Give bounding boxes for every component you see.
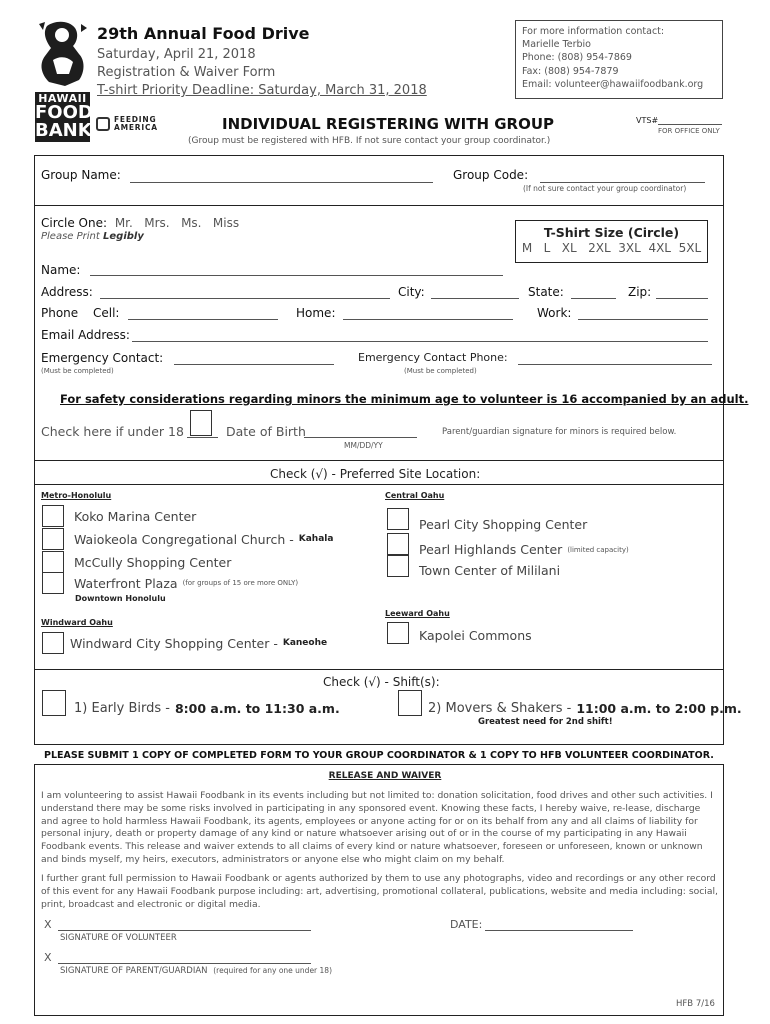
- site-checkbox[interactable]: [387, 622, 409, 644]
- site-name: McCully Shopping Center: [74, 554, 232, 570]
- dob-label: Date of Birth: [226, 424, 306, 439]
- partner-line1: FEEDING: [114, 115, 157, 124]
- feeding-america-logo: [96, 116, 158, 132]
- group-code-note: (If not sure contact your group coordinator): [523, 184, 687, 193]
- sites-heading: Check (√) - Preferred Site Location:: [270, 467, 481, 481]
- windward-label: Windward Oahu: [41, 618, 113, 627]
- state-field[interactable]: [571, 284, 616, 299]
- leeward-label: Leeward Oahu: [385, 609, 450, 618]
- site-name: Kapolei Commons: [419, 627, 532, 643]
- site-checkbox[interactable]: [42, 572, 64, 594]
- parent-signature-field[interactable]: [58, 951, 311, 964]
- form-heading: INDIVIDUAL REGISTERING WITH GROUP: [222, 115, 555, 133]
- shift1-time: 8:00 a.m. to 11:30 a.m.: [174, 700, 340, 716]
- emergency-contact-note: (Must be completed): [41, 367, 114, 375]
- date-label: DATE:: [450, 918, 483, 931]
- volunteer-x: X: [44, 918, 52, 931]
- group-name-field[interactable]: [130, 168, 433, 183]
- under18-checkbox[interactable]: [190, 410, 212, 436]
- emergency-phone-note: (Must be completed): [404, 367, 477, 375]
- partner-line2: AMERICA: [114, 122, 158, 132]
- shift2-note: Greatest need for 2nd shift!: [478, 717, 613, 727]
- home-label: Home:: [296, 306, 336, 320]
- metro-label: Metro-Honolulu: [41, 491, 112, 500]
- site-pearl-city[interactable]: [387, 505, 587, 532]
- print-note-em: Legibly: [103, 231, 144, 242]
- site-waterfront[interactable]: [42, 572, 298, 594]
- waiver-paragraph-2: I further grant full permission to Hawaii Foodbank or agents authorized by them to use any photographs, video and recordings or any other record of this event for any Hawaii Foodbank purpose including: art, advertising, promotional collateral, publications, website and media including: social, print, broadcast and electronic or digital media.: [41, 873, 718, 910]
- under18-underline: [187, 437, 218, 438]
- logo-food: FOOD: [35, 102, 93, 123]
- shift-checkbox[interactable]: [398, 690, 422, 716]
- shifts-heading: Check (√) - Shift(s):: [323, 675, 440, 689]
- contact-name: Marielle Terbio: [522, 39, 591, 51]
- tshirt-box: [515, 220, 708, 263]
- zip-field[interactable]: [656, 284, 708, 299]
- divider-shifts: [34, 669, 724, 670]
- site-name: Waterfront Plaza: [74, 575, 178, 591]
- safety-notice: For safety considerations regarding minors the minimum age to volunteer is 16 accompanied by an adult.: [60, 392, 749, 406]
- contact-phone: Phone: (808) 954-7869: [522, 52, 632, 64]
- parent-x: X: [44, 951, 52, 964]
- site-koko-marina[interactable]: [42, 505, 196, 527]
- office-only-label: FOR OFFICE ONLY: [658, 127, 720, 135]
- volunteer-signature-field[interactable]: [58, 918, 311, 931]
- form-heading-note: (Group must be registered with HFB. If not sure contact your group coordinator.): [188, 136, 551, 146]
- title-options[interactable]: Mr. Mrs. Ms. Miss: [114, 216, 240, 230]
- event-title: 29th Annual Food Drive: [97, 24, 310, 43]
- waiver-paragraph-1: I am volunteering to assist Hawaii Foodbank in its events including but not limited to: donation solicitation, food drives and other such activities. I understand there may be some risks involved in participating in any sponsored event. Knowing these facts, I hereby waive, re-lease, discharge and agree to hold harmless Hawaii Foodbank, its agents, employees or anyone acting for or on its behalf from any and all claims of liability for personal injury, death or property damage of any kind or nature whatsoever arising out of or in the course of my participating in any Hawaii Foodbank events. This release and waiver extends to all claims of every kind or nature whatsoever, foreseen or unforeseen, known or unknown and binds myself, my heirs, executors, administrators or anyone else who might claim on my behalf.: [41, 790, 713, 865]
- site-checkbox[interactable]: [387, 508, 409, 530]
- logo-figure-icon: [35, 20, 90, 88]
- circle-one-label: [41, 216, 239, 230]
- site-checkbox[interactable]: [387, 555, 409, 577]
- shift2-time: 11:00 a.m. to 2:00 p.m.: [576, 700, 742, 716]
- contact-fax: Fax: (808) 954-7879: [522, 65, 619, 77]
- site-name: Koko Marina Center: [74, 508, 197, 524]
- vts-label: VTS#: [636, 116, 659, 125]
- tshirt-title: T-Shirt Size (Circle): [543, 225, 680, 240]
- emergency-contact-field[interactable]: [174, 350, 334, 365]
- guardian-note: Parent/guardian signature for minors is required below.: [442, 427, 677, 437]
- address-field[interactable]: [100, 284, 390, 299]
- site-windward-city[interactable]: [42, 632, 327, 654]
- name-label: Name:: [41, 263, 81, 277]
- divider-sites-inner: [34, 484, 724, 485]
- zip-label: Zip:: [628, 285, 652, 299]
- email-field[interactable]: [132, 327, 708, 342]
- dob-format: MM/DD/YY: [344, 441, 383, 450]
- circle-one-text: Circle One:: [41, 216, 107, 230]
- site-name: Waiokeola Congregational Church -: [74, 531, 294, 547]
- divider-sites: [34, 460, 724, 461]
- site-checkbox[interactable]: [387, 533, 409, 555]
- feeding-america-icon: [96, 117, 110, 131]
- event-date: Saturday, April 21, 2018: [97, 47, 256, 62]
- waterfront-area: Downtown Honolulu: [75, 594, 166, 603]
- site-checkbox[interactable]: [42, 551, 64, 573]
- site-name: Pearl Highlands Center: [419, 542, 563, 557]
- cell-label: Cell:: [93, 306, 120, 320]
- contact-email: Email: volunteer@hawaiifoodbank.org: [522, 78, 704, 90]
- shift1-label: 1) Early Birds -: [74, 700, 170, 716]
- home-field[interactable]: [343, 305, 513, 320]
- site-name: Windward City Shopping Center -: [70, 635, 278, 651]
- group-code-field[interactable]: [540, 168, 705, 183]
- waiver-heading: RELEASE AND WAIVER: [328, 771, 442, 781]
- under18-label: Check here if under 18: [41, 424, 184, 439]
- vts-field[interactable]: [658, 114, 722, 125]
- city-label: City:: [398, 285, 425, 299]
- form-subtitle: Registration & Waiver Form: [97, 65, 276, 80]
- group-code-label: Group Code:: [453, 168, 529, 182]
- name-field[interactable]: [90, 261, 503, 276]
- sig-parent-label: [60, 966, 332, 976]
- address-label: Address:: [41, 285, 93, 299]
- form-code: HFB 7/16: [676, 999, 715, 1009]
- sig-volunteer-label: SIGNATURE OF VOLUNTEER: [60, 933, 177, 943]
- work-label: Work:: [537, 306, 572, 320]
- site-name: Pearl City Shopping Center: [419, 517, 588, 532]
- shift-early-birds[interactable]: [42, 690, 340, 716]
- shift-checkbox[interactable]: [42, 690, 66, 716]
- emergency-phone-label: Emergency Contact Phone:: [358, 351, 508, 364]
- work-field[interactable]: [578, 305, 708, 320]
- phone-label: Phone: [41, 306, 79, 320]
- site-mililani[interactable]: [387, 553, 560, 578]
- submit-note: PLEASE SUBMIT 1 COPY OF COMPLETED FORM TO YOUR GROUP COORDINATOR & 1 COPY TO HFB VOLUNTEER COORDINATOR.: [44, 750, 714, 761]
- site-note: (limited capacity): [567, 545, 629, 554]
- print-note: [41, 231, 144, 242]
- shift2-label: 2) Movers & Shakers -: [428, 700, 572, 716]
- logo-hawaii: HAWAII: [38, 92, 87, 105]
- sig-parent-text: SIGNATURE OF PARENT/GUARDIAN: [60, 966, 208, 976]
- emergency-contact-label: Emergency Contact:: [41, 351, 164, 365]
- cell-field[interactable]: [128, 305, 278, 320]
- site-checkbox[interactable]: [42, 632, 64, 654]
- print-note-text: Please Print: [41, 231, 100, 242]
- site-note: (for groups of 15 ore more ONLY): [182, 579, 299, 587]
- site-checkbox[interactable]: [42, 505, 64, 527]
- site-kapolei[interactable]: [387, 622, 532, 644]
- site-checkbox[interactable]: [42, 528, 64, 550]
- sig-parent-note: (required for any one under 18): [213, 966, 332, 975]
- site-name: Town Center of Mililani: [419, 563, 561, 578]
- site-waiokeola[interactable]: [42, 528, 333, 550]
- state-label: State:: [528, 285, 564, 299]
- dob-field[interactable]: [304, 423, 417, 438]
- tshirt-sizes[interactable]: M L XL 2XL 3XL 4XL 5XL: [521, 241, 702, 255]
- hawaii-foodbank-logo: [35, 20, 93, 141]
- shift-movers-shakers[interactable]: [398, 690, 742, 716]
- site-area: Kaneohe: [282, 638, 328, 648]
- date-field[interactable]: [485, 918, 633, 931]
- contact-box: [515, 20, 723, 99]
- contact-heading: For more information contact:: [522, 26, 665, 37]
- site-mccully[interactable]: [42, 551, 231, 573]
- group-name-label: Group Name:: [41, 168, 121, 182]
- tshirt-deadline: T-shirt Priority Deadline: Saturday, March 31, 2018: [97, 83, 427, 98]
- central-label: Central Oahu: [385, 491, 445, 500]
- site-area: Kahala: [298, 534, 334, 544]
- emergency-phone-field[interactable]: [518, 350, 712, 365]
- divider-group: [34, 205, 724, 206]
- city-field[interactable]: [431, 284, 519, 299]
- email-label: Email Address:: [41, 328, 130, 342]
- logo-bank: BANK: [35, 120, 92, 141]
